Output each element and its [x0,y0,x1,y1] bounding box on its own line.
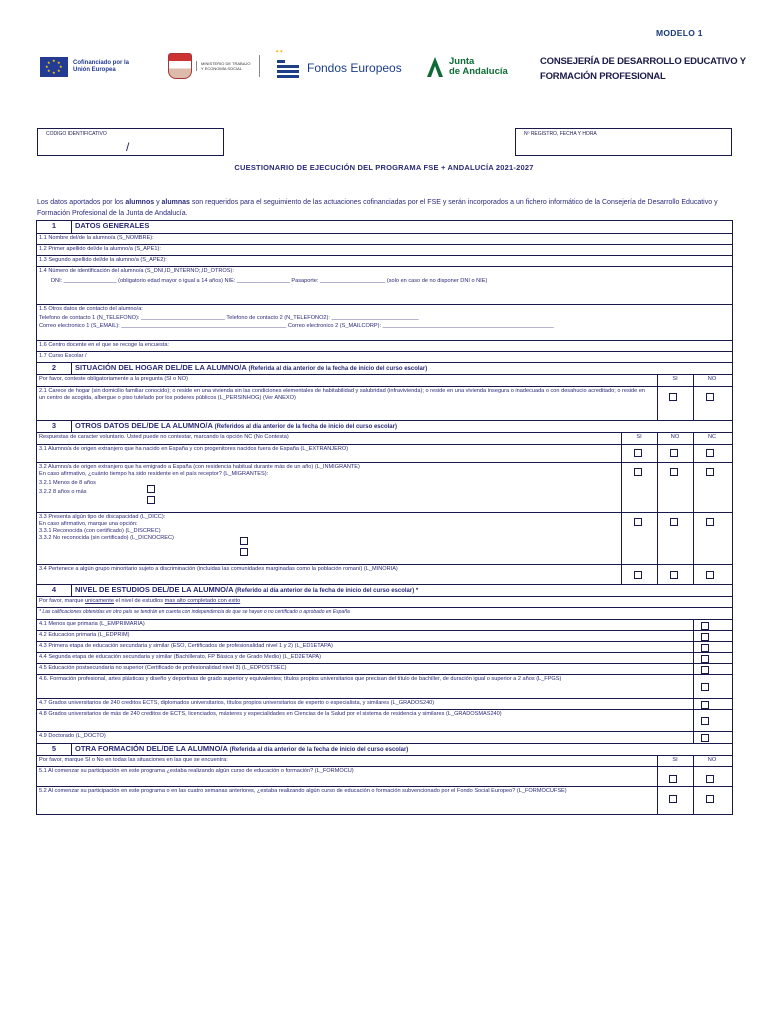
question-4-2: 4.2 Educacion primaria (L_EDPRIM) [37,630,732,641]
checkbox-2-1-no[interactable] [706,393,714,401]
question-4-6: 4.6. Formación profesional, artes plásticas y diseño y deportivas de grado superior y equivalentes; títulos propios universitarios que precisan del título de bachiller, de duración igual o superior a 2 años (L_FPGS) [37,674,732,698]
codigo-label: CODIGO IDENTIFICATIVO [46,131,107,137]
question-4-3: 4.3 Primera etapa de educación secundaria y similar (ESO, Certificados de profesionalidad nivel 1 y 2) (L_ED1ETAPA) [37,641,732,652]
checkbox-3-3-nc[interactable] [706,518,714,526]
ministerio-text: MINISTERIO DE TRABAJO Y ECONOMÍA SOCIAL [196,61,251,71]
checkbox-3-3-2[interactable] [240,548,248,556]
checkbox-3-2-2[interactable] [147,496,155,504]
section-4-header: 4 NIVEL DE ESTUDIOS DEL/DE LA ALUMNO/A (Referido al día anterior de la fecha de inicio del curso escolar) * [37,584,732,596]
section-1-header: 1 DATOS GENERALES [37,221,732,233]
question-4-1: 4.1 Menos que primaria (L_EMPRIMARIA) [37,619,732,630]
ministerio-logo [168,53,260,79]
checkbox-3-1-nc[interactable] [706,449,714,457]
checkbox-3-1-si[interactable] [634,449,642,457]
field-ape1[interactable]: 1.2 Primer apellido del/de la alumno/a (S_APE1): [37,244,732,255]
checkbox-3-2-no[interactable] [670,468,678,476]
checkbox-5-1-si[interactable] [669,775,677,783]
checkbox-3-3-1[interactable] [240,537,248,545]
section-2-header: 2 SITUACIÓN DEL HOGAR DEL/DE LA ALUMNO/A (Referida al día anterior de la fecha de inicio del curso escolar) [37,362,732,374]
field-nombre[interactable]: 1.1 Nombre del/de la alumno/a (S_NOMBRE): [37,233,732,244]
checkbox-4-1[interactable] [701,622,709,630]
checkbox-3-3-si[interactable] [634,518,642,526]
checkbox-5-2-no[interactable] [706,795,714,803]
field-curso[interactable]: 1.7 Curso Escolar / [37,351,732,362]
registro-box[interactable] [515,128,732,156]
section-5-hint-row: Por favor, marque SI o No en todas las situaciones en las que se encuentra: SI NO [37,755,732,766]
checkbox-4-9[interactable] [701,734,709,742]
checkbox-4-3[interactable] [701,644,709,652]
eu-flag-icon: ★ ★ ★ ★ ★ ★ ★ ★ [40,57,68,77]
checkbox-2-1-si[interactable] [669,393,677,401]
modelo-label: MODELO 1 [656,28,703,38]
checkbox-3-4-nc[interactable] [706,571,714,579]
field-identificacion[interactable]: 1.4 Número de identificación del alumno/a (S_DNI,ID_INTERNO;,ID_OTROS): DNI: _________________ (obligatorio edad mayor o igual a 14 años) NIE: _________________ Pasaporte: _____________________ (solo en caso de no disponer DNI o NIE) [37,266,732,304]
question-4-7: 4.7 Grados universitarios de 240 creditos ECTS, diplomados universitarios, títulos propios universitarios de experto o especialista, y similares (L_GRADOS240) [37,698,732,709]
checkbox-3-3-no[interactable] [670,518,678,526]
question-3-3: 3.3 Presenta algún tipo de discapacidad (L_DICC): En caso afirmativo, marque una opción: 3.3.1 Reconocida (con certificado) (L_DISCREC) 3.3.2 No reconocida (sin certificado) (L_DICNOCREC) [37,512,732,564]
fondos-europeos-text: Fondos Europeos [307,61,402,75]
section-4-hint: Por favor, marque unicamente el nivel de estudios mas alto completado con exito [37,596,732,607]
checkbox-5-2-si[interactable] [669,795,677,803]
checkbox-4-8[interactable] [701,717,709,725]
codigo-identificativo-box[interactable] [37,128,224,156]
checkbox-4-6[interactable] [701,683,709,691]
checkbox-3-2-nc[interactable] [706,468,714,476]
question-3-4: 3.4 Pertenece a algún grupo minoritario sujeto a discriminación (incluidas las comunidades marginadas como la población romaní) (L_MINORIA) [37,564,732,584]
section-3-hint-row: Respuestas de caracter voluntario. Usted puede no contestar, marcando la opción NC (No Contesta) SI NO NC [37,432,732,444]
checkbox-4-7[interactable] [701,701,709,709]
checkbox-3-4-no[interactable] [670,571,678,579]
question-4-5: 4.5 Educación postsecundaria no superior (Certificado de profesionalidad nivel 3) (L_EDPOSTSEC) [37,663,732,674]
checkbox-5-1-no[interactable] [706,775,714,783]
registro-label: Nº REGISTRO, FECHA Y HORA [524,131,597,137]
checkbox-3-4-si[interactable] [634,571,642,579]
spain-crest-icon [168,53,192,79]
checkbox-3-2-1[interactable] [147,485,155,493]
checkbox-3-1-no[interactable] [670,449,678,457]
section-3-header: 3 OTROS DATOS DEL/DE LA ALUMNO/A (Referidos al día anterior de la fecha de inicio del curso escolar) [37,420,732,432]
fondos-europeos-icon: ✦✦ [275,55,301,81]
section-2-hint-row: Por favor, conteste obligatoriamente a la pregunta (SI o NO) SI NO [37,374,732,386]
checkbox-4-4[interactable] [701,655,709,663]
junta-andalucia-text: Junta de Andalucía [449,55,508,77]
consejeria-title: CONSEJERÍA DE DESARROLLO EDUCATIVO Y FORMACIÓN PROFESIONAL [540,56,746,82]
section-5-header: 5 OTRA FORMACIÓN DEL/DE LA ALUMNO/A (Referida al día anterior de la fecha de inicio del curso escolar) [37,743,732,755]
questionnaire-table [36,220,733,815]
question-5-2: 5.2 Al comenzar su participación en este programa o en las cuatro semanas anteriores, ¿estaba realizando algún curso de educación o formación subvencionado por el Fondo Social Europeo? (L_FORMOCUFSE) [37,786,732,814]
eu-logo [40,57,135,77]
question-5-1: 5.1 Al comenzar su participación en este programa ¿estaba realizando algún curso de educación o formación? (L_FORMOCU) [37,766,732,786]
field-contacto[interactable]: 1.5 Otros datos de contacto del alumno/a: Telefono de contacto 1 (N_TELEFONO): ___________________________ Telefono de contacto 2 (N_TELEFONO2): ____________________________ Correo electronico 1 (S_EMAIL): _____________________________________________________ Correo electronico 2 (S_MAILCORP): _______________________________________________________ [37,304,732,340]
junta-andalucia-icon [425,55,445,79]
junta-andalucia-logo [425,55,508,79]
section-4-note: * Las calificaciones obtenidas en otro país se tendrán en cuenta con independencia de que se hayan o no certificado o aprobado en España [37,607,732,619]
intro-text: Los datos aportados por los alumnos y alumnas son requeridos para el seguimiento de las actuaciones cofinanciadas por el FSE y serán incorporados a un fichero informático de la Consejería de Desarrollo Educativo y Formación Profesional de la Junta de Andalucía. [37,199,718,217]
checkbox-4-5[interactable] [701,666,709,674]
checkbox-3-2-si[interactable] [634,468,642,476]
checkbox-4-2[interactable] [701,633,709,641]
field-ape2[interactable]: 1.3 Segundo apellido del/de la alumno/a (S_APE2): [37,255,732,266]
question-4-4: 4.4 Segunda etapa de educación secundaria y similar (Bachillerato, FP Básica y de Grado Medio) (L_ED2ETAPA) [37,652,732,663]
question-3-1: 3.1 Alumno/a de origen extranjero que ha nacido en España y con progenitores nacidos fuera de España (L_EXTRANJERO) [37,444,732,462]
question-2-1: 2.1 Carece de hogar (sin domicilio familiar conocido); o reside en una vivienda sin las condiciones elementales de habitabilidad y salubridad (infravivienda); o reside en una vivienda insegura o inadecuada o con desahucio acreditado; o reside en un centro de acogida, albergue o piso tutelado por los poderes públicos (L_PERSINHOG) (Ver ANEXO) [37,386,732,420]
eu-logo-text: Cofinanciado por la Unión Europea [73,60,130,73]
fondos-europeos-logo [275,49,402,81]
field-centro[interactable]: 1.6 Centro docente en el que se recoge la encuesta: [37,340,732,351]
question-4-8: 4.8 Grados universitarios de más de 240 creditos de ECTS, licenciados, másteres y especialidades en Ciencias de la Salud por el sistema de residencia y similares (L_GRADOSMAS240) [37,709,732,731]
question-3-2: 3.2 Alumno/a de origen extranjero que ha emigrado a España (con residencia habitual durante más de un año) (L_INMIGRANTE) En caso afirmativo, ¿cuánto tiempo ha sido residente en el país receptor? (L_MIGRANTES): 3.2.1 Menos de 8 años 3.2.2 8 años o más [37,462,732,512]
question-4-9: 4.9 Doctorado (L_DOCTO) [37,731,732,743]
codigo-value: / [126,140,130,154]
page-title: CUESTIONARIO DE EJECUCIÓN DEL PROGRAMA FSE + ANDALUCÍA 2021-2027 [234,163,534,172]
